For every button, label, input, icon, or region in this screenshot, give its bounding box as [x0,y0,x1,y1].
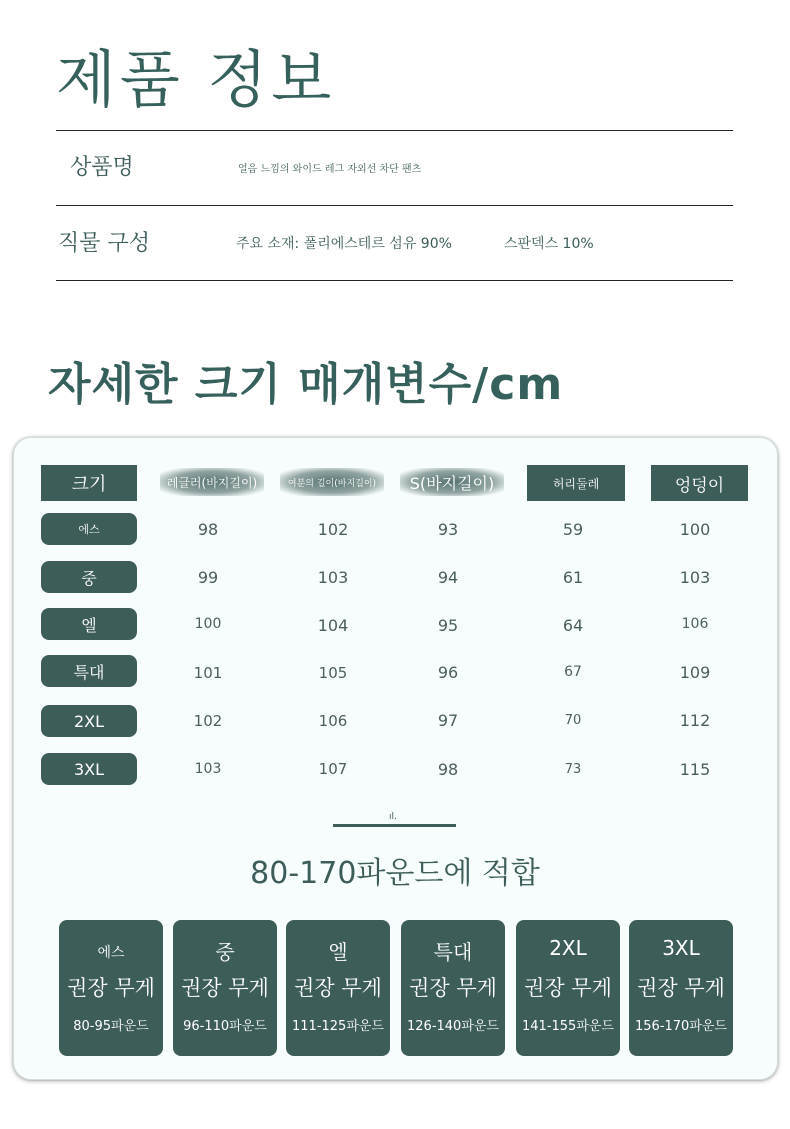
weight-card-range: 80-95파운드 [73,1019,149,1034]
divider [56,280,733,281]
header-waist: 허리둘레 [527,465,625,501]
table-cell: 93 [437,520,459,539]
weight-card [59,920,163,1056]
header-s-length: S(바지길이) [400,468,504,496]
weight-card-size: 에스 [97,945,125,961]
weight-card [401,920,505,1056]
header-hip: 엉덩이 [651,465,748,501]
fabric-label: 직물 구성 [58,231,151,256]
size-label: 중 [41,561,137,593]
weight-card-size: 엘 [328,940,348,964]
weight-card-size: 중 [215,940,235,964]
table-cell: 64 [562,616,584,635]
table-cell: 115 [679,760,711,779]
weight-card [629,920,733,1056]
table-cell: 59 [562,520,584,539]
table-cell: 112 [679,711,711,730]
weight-card-label: 권장 무게 [637,976,725,1000]
weight-card [173,920,277,1056]
size-label: 2XL [41,705,137,737]
size-label: 특대 [41,655,137,687]
weight-card-size: 2XL [549,936,587,960]
weight-card-size: 특대 [433,940,473,964]
product-name-label: 상품명 [70,155,134,180]
table-cell: 61 [562,568,584,587]
weight-card-label: 권장 무게 [181,976,269,1000]
header-extra-length: 여분의 길이(바지길이) [280,468,384,496]
table-cell: 106 [318,712,348,730]
table-cell: 102 [317,520,349,539]
table-cell: 100 [679,520,711,539]
size-label: 에스 [41,513,137,545]
table-cell: 95 [437,616,459,635]
table-cell: 96 [437,663,459,682]
table-cell: 100 [194,616,222,632]
table-cell: 103 [317,568,349,587]
table-cell: 67 [564,664,582,680]
table-cell: 101 [193,664,223,682]
section-divider [333,824,456,827]
table-cell: 106 [681,616,709,632]
weight-card-range: 156-170파운드 [635,1019,727,1034]
table-cell: 97 [437,711,459,730]
weight-card-range: 111-125파운드 [292,1019,384,1034]
weight-card-label: 권장 무게 [524,976,612,1000]
fabric-value-spandex: 스판덱스 10% [504,236,594,252]
weight-card-range: 126-140파운드 [407,1019,499,1034]
table-cell: 99 [197,568,219,587]
table-cell: 103 [194,761,222,777]
divider [56,130,733,131]
table-cell: 98 [437,760,459,779]
weight-card-label: 권장 무게 [409,976,497,1000]
divider-ornament: ıl. [389,812,397,822]
table-cell: 109 [679,663,711,682]
size-label: 엘 [41,608,137,640]
weight-card [516,920,620,1056]
table-cell: 103 [679,568,711,587]
table-cell: 98 [197,520,219,539]
header-regular-length: 레글러(바지길이) [160,468,264,496]
weight-card-range: 96-110파운드 [183,1019,267,1034]
page-title: 제품 정보 [56,43,336,116]
divider [56,205,733,206]
table-cell: 104 [317,616,349,635]
table-cell: 105 [318,664,348,682]
size-section-title: 자세한 크기 매개변수/cm [48,359,564,410]
weight-card-label: 권장 무게 [67,976,155,1000]
fabric-value-main: 주요 소재: 폴리에스테르 섬유 90% [236,236,452,252]
size-label: 3XL [41,753,137,785]
weight-card [286,920,390,1056]
weight-card-label: 권장 무게 [294,976,382,1000]
weight-card-size: 3XL [662,936,700,960]
table-cell: 107 [318,760,348,778]
weight-card-range: 141-155파운드 [522,1019,614,1034]
table-cell: 102 [193,712,223,730]
product-name-value: 얼음 느낌의 와이드 레그 자외선 차단 팬츠 [238,164,422,175]
fit-title: 80-170파운드에 적합 [250,856,540,891]
header-size: 크기 [41,465,137,501]
table-cell: 73 [564,762,582,777]
table-cell: 70 [564,713,582,728]
table-cell: 94 [437,568,459,587]
